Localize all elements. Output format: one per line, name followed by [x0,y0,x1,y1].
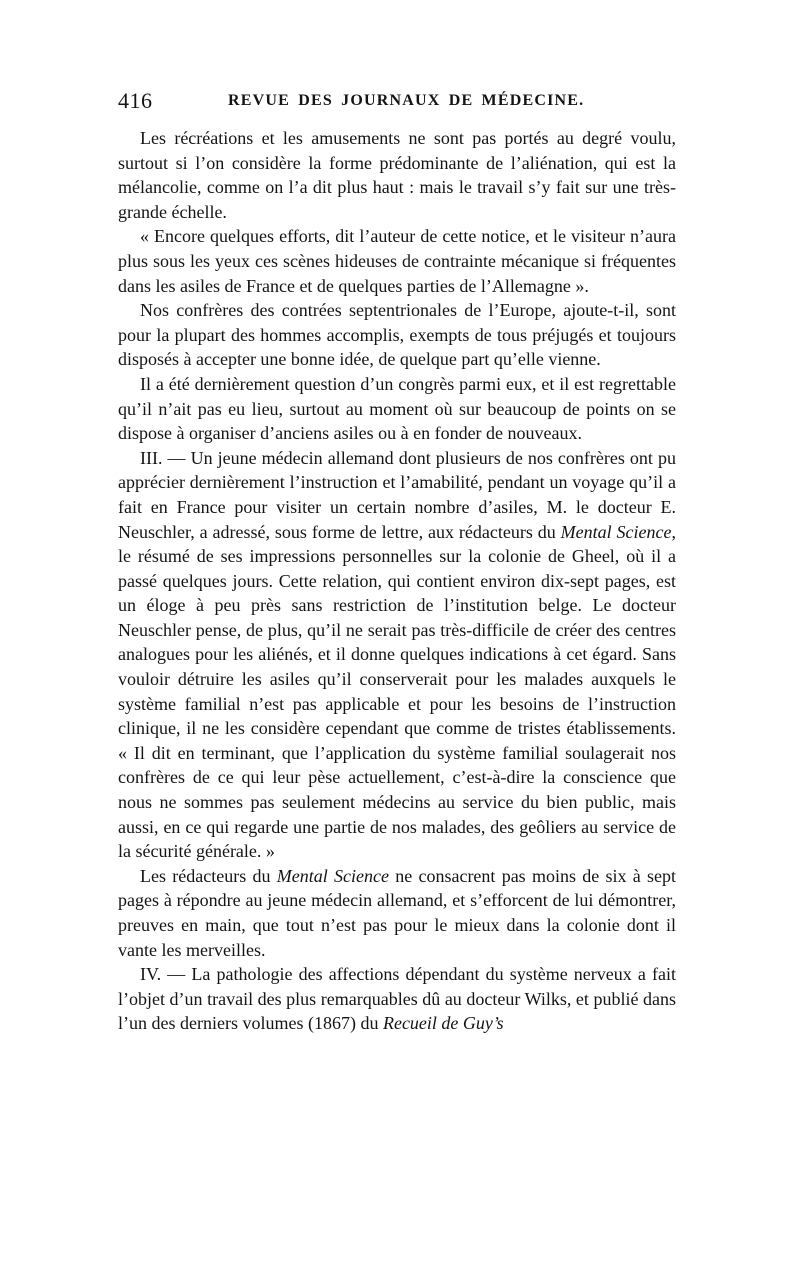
text-run: IV. — La pathologie des affections dépendant du système nerveux a fait l’objet d’un travail des plus remarquables dû au docteur Wilks, et publié dans l’un des derniers volumes (1867) du [118,964,676,1034]
paragraph-section-iii [118,446,676,864]
text-run: ne consacrent pas moins de six à sept pages à répondre au jeune médecin allemand, et s’efforcent de lui démontrer, preuves en main, que tout n’est pas pour le mieux dans la colonie dont il vante les merveilles. [118,865,676,960]
journal-title-italic: Mental Science [560,521,672,542]
paragraph-congres: Il a été dernièrement question d’un congrès parmi eux, et il est regrettable qu’il n’ait pas eu lieu, surtout au moment où sur beaucoup de points on se dispose à organiser d’anciens asiles ou à en fonder de nouveaux. [118,373,676,444]
running-head: REVUE DES JOURNAUX DE MÉDECINE. [228,92,585,109]
page-header [118,88,676,118]
text-run: Les rédacteurs du [140,865,277,886]
paragraph-recreations: Les récréations et les amusements ne sont pas portés au degré voulu, surtout si l’on considère la forme prédominante de l’aliénation, qui est la mélancolie, comme on l’a dit plus haut : mais le travail s’y fait sur une très-grande échelle. [118,128,676,222]
book-page [118,88,676,1036]
page-number: 416 [118,88,153,113]
paragraph-confreres: Nos confrères des contrées septentrionales de l’Europe, ajoute-t-il, sont pour la plupart des hommes accomplis, exempts de tous préjugés et toujours disposés à accepter une bonne idée, de quelque part qu’elle vienne. [118,300,676,370]
paragraph-quote-efforts: « Encore quelques efforts, dit l’auteur de cette notice, et le visiteur n’aura plus sous les yeux ces scènes hideuses de contrainte mécanique si fréquentes dans les asiles de France et de quelques parties de l’Allemagne ». [118,226,676,296]
text-run: III. — Un jeune médecin allemand dont plusieurs de nos confrères ont pu apprécier dernièrement l’instruction et l’amabilité, pendant un voyage qu’il a fait en France pour visiter un certain nombre d’asiles, M. le docteur E. Neuschler, a adressé, sous forme de lettre, aux rédacteurs du [118,447,676,542]
journal-title-italic: Recueil de Guy’s [382,1013,504,1034]
journal-title-italic: Mental Science [276,865,389,886]
paragraph-redacteurs [118,864,676,962]
text-run: , le résumé de ses impressions personnelles sur la colonie de Gheel, où il a passé quelques jours. Cette relation, qui contient environ dix-sept pages, est un éloge à peu près sans restriction de l’institution belge. Le docteur Neuschler pense, de plus, qu’il ne serait pas très-difficile de créer des centres analogues pour les aliénés, et il donne quelques indications à cet égard. Sans vouloir détruire les asiles qu’il conserverait pour les malades auxquels le système familial n’est pas applicable et pour les besoins de l’instruction clinique, il ne les considère cependant que comme de tristes établissements. « Il dit en terminant, que l’application du système familial soulagerait nos confrères de ce qui leur pèse actuellement, c’est-à-dire la conscience que nous ne sommes pas seulement médecins au service du bien public, mais aussi, en ce qui regarde une partie de nos malades, des geôliers au service de la sécurité générale. » [118,521,676,862]
paragraph-section-iv [118,962,676,1036]
